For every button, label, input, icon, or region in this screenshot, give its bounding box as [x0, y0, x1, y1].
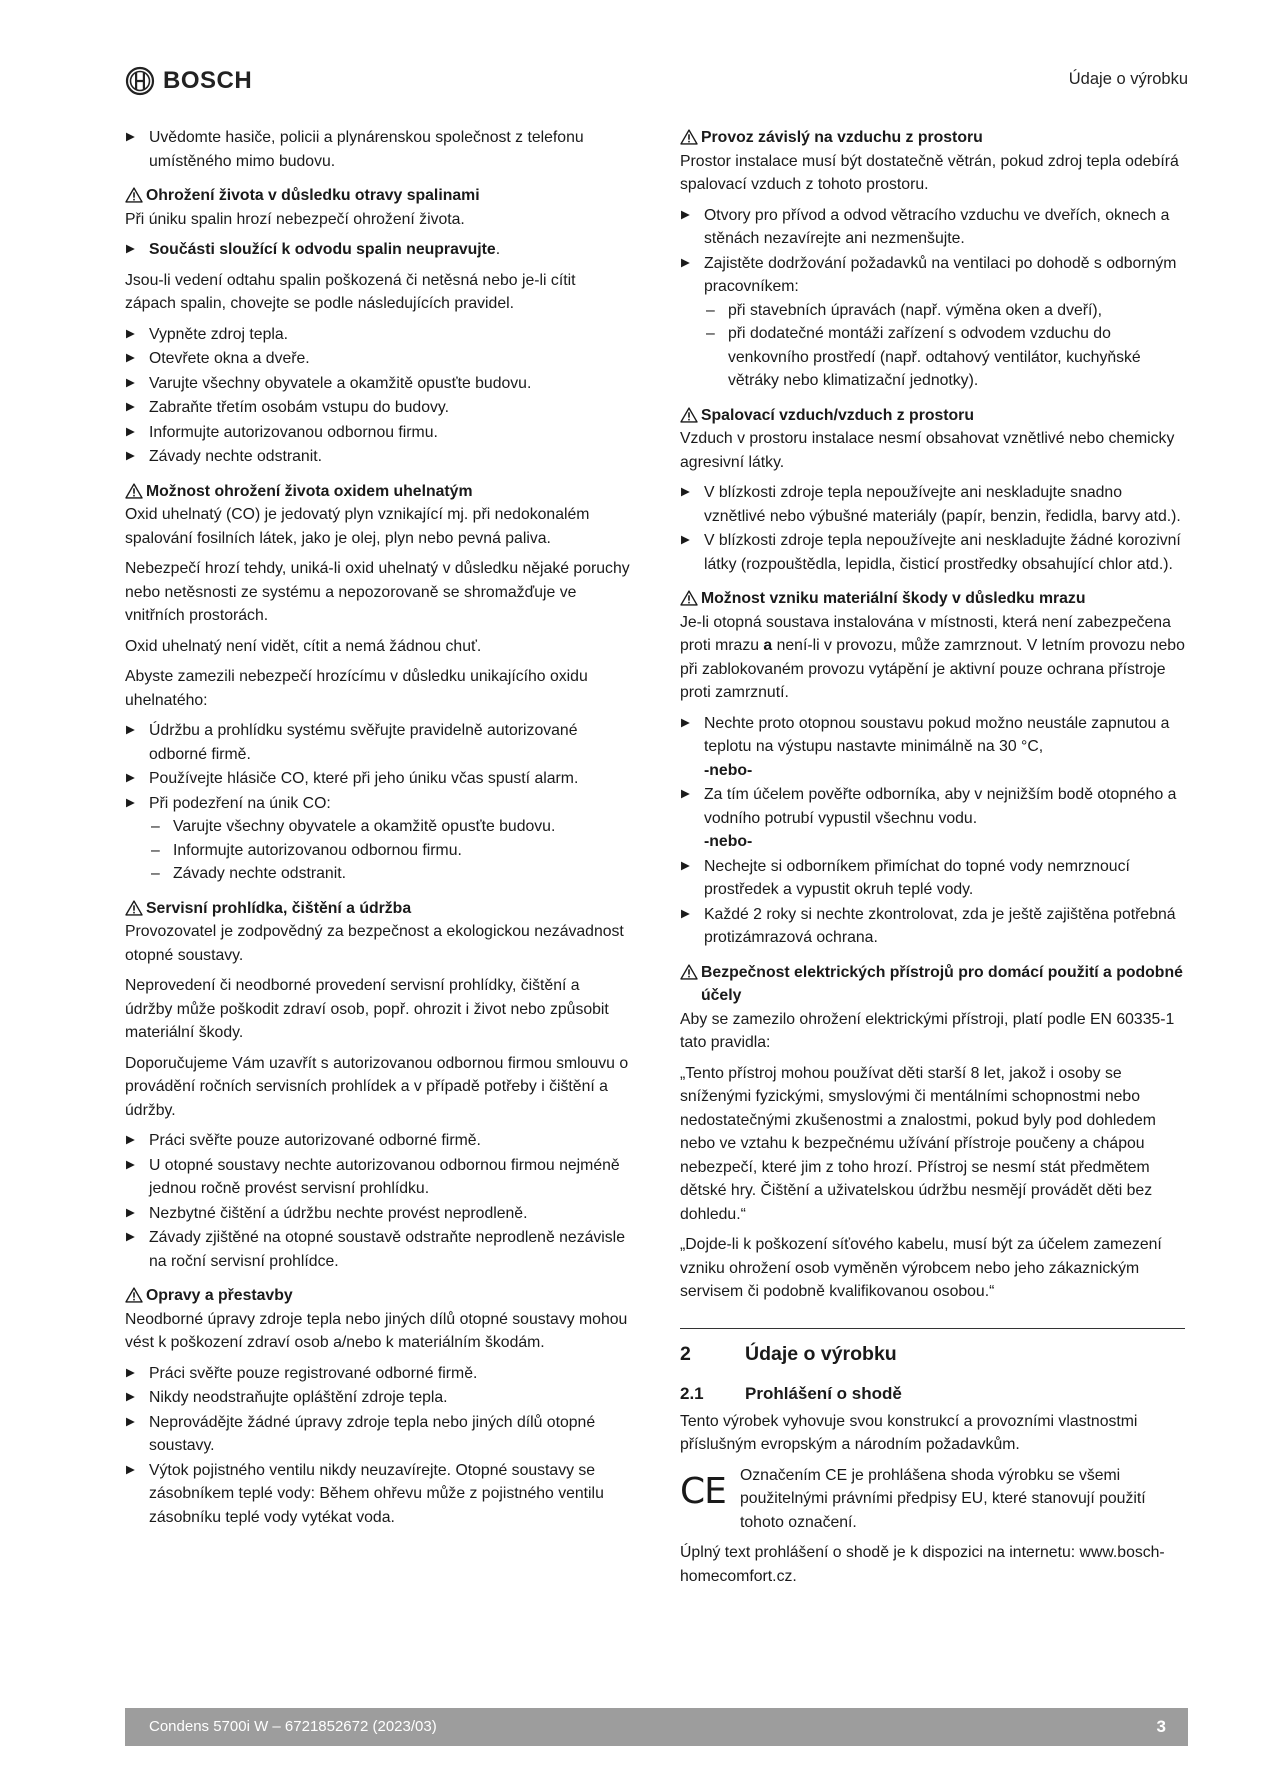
list-item: ▶ V blízkosti zdroje tepla nepoužívejte ani neskladujte žádné korozivní látky (rozpouštědla, lepidla, čisticí prostředky obsahující chlor atd.).: [680, 529, 1185, 576]
list-item: ▶ Neprovádějte žádné úpravy zdroje tepla nebo jiných dílů otopné soustavy.: [125, 1411, 630, 1458]
list-item: ▶ Zajistěte dodržování požadavků na ventilaci po dohodě s odborným pracovníkem: – při stavebních úpravách (např. výměna oken a dveří), – při dodatečné montáži zařízení s odvodem vzduchu do venkovního prostředí (např. odtahový ventilátor, kuchyňské větráky nebo klimatizační jednotky).: [680, 252, 1185, 393]
sub-list: [704, 299, 1185, 393]
action-list: [125, 323, 630, 469]
list-item: ▶ Nikdy neodstraňujte opláštění zdroje tepla.: [125, 1386, 630, 1410]
ce-text: Označením CE je prohlášena shoda výrobku se všemi použitelnými právními předpisy EU, které stanovují použití tohoto označení.: [740, 1466, 1146, 1531]
warning-heading: Spalovací vzduch/vzduch z prostoru: [680, 404, 1185, 428]
paragraph: Jsou-li vedení odtahu spalin poškozená či netěsná nebo je-li cítit zápach spalin, chovejte se podle následujících pravidel.: [125, 271, 576, 312]
list-item: ▶ Nechte proto otopnou soustavu pokud možno neustále zapnutou a teplotu na výstupu nastavte minimálně na 30 °C, -nebo-: [680, 712, 1185, 783]
page-header: [125, 62, 1188, 102]
list-item: ▶ Závady nechte odstranit.: [125, 445, 630, 469]
paragraph: Je-li otopná soustava instalována v místnosti, která není zabezpečena proti mrazu a není-li v provozu, může zamrznout. V letním provozu nebo při zablokovaném provozu vytápění je aktivní pouze ochrana přístroje proti zamrznutí.: [680, 613, 1185, 701]
or-separator: -nebo-: [704, 761, 753, 779]
list-item: ▶ Varujte všechny obyvatele a okamžitě opusťte budovu.: [125, 372, 630, 396]
list-item: ▶ Za tím účelem pověřte odborníka, aby v nejnižším bodě otopného a vodního potrubí vypustil všechnu vodu. -nebo-: [680, 783, 1185, 854]
action-list: [125, 238, 630, 262]
sub-list-item: – při stavebních úpravách (např. výměna oken a dveří),: [704, 299, 1185, 323]
warning-icon: [680, 407, 698, 423]
running-section-title: Údaje o výrobku: [1068, 70, 1188, 88]
warning-icon: [125, 900, 143, 916]
paragraph: „Dojde-li k poškození síťového kabelu, musí být za účelem zamezení vzniku ohrožení osob vyměněn výrobcem nebo jeho zákaznickým servisem či podobně kvalifikovanou osobou.“: [680, 1236, 1162, 1300]
brand-name: BOSCH: [163, 67, 253, 94]
paragraph: Neodborné úpravy zdroje tepla nebo jiných dílů otopné soustavy mohou vést k poškození zdraví osob a/nebo k materiálním škodám.: [125, 1310, 628, 1351]
list-item: ▶ Nechejte si odborníkem přimíchat do topné vody nemrznoucí prostředek a vypustit okruh teplé vody.: [680, 855, 1185, 902]
paragraph: Aby se zamezilo ohrožení elektrickými přístroji, platí podle EN 60335-1 tato pravidla:: [680, 1010, 1175, 1051]
document-id: Condens 5700i W – 6721852672 (2023/03): [149, 1718, 437, 1735]
sub-list-item: – při dodatečné montáži zařízení s odvodem vzduchu do venkovního prostředí (např. odtahový ventilátor, kuchyňské větráky nebo klimatizační jednotky).: [704, 322, 1185, 393]
action-list: [680, 712, 1185, 950]
paragraph: Oxid uhelnatý (CO) je jedovatý plyn vznikající mj. při nedokonalém spalování fosilních látek, jako je olej, plyn nebo pevná paliva.: [125, 506, 590, 547]
list-item: ▶ Při podezření na únik CO: – Varujte všechny obyvatele a okamžitě opusťte budovu. – Informujte autorizovanou odbornou firmu. – Závady nechte odstranit.: [125, 792, 630, 886]
paragraph: Úplný text prohlášení o shodě je k dispozici na internetu: www.bosch-homecomfort.cz.: [680, 1544, 1165, 1585]
paragraph: Doporučujeme Vám uzavřít s autorizovanou odbornou firmou smlouvu o provádění ročních servisních prohlídek a v případě potřeby i čištění a údržby.: [125, 1054, 629, 1119]
list-item: ▶ Informujte autorizovanou odbornou firmu.: [125, 421, 630, 445]
paragraph: Oxid uhelnatý není vidět, cítit a nemá žádnou chuť.: [125, 637, 482, 655]
paragraph: Neprovedení či neodborné provedení servisní prohlídky, čištění a údržby může poškodit zdraví osob, popř. ohrozit i život nebo způsobit materiální škody.: [125, 977, 609, 1041]
action-list: [680, 481, 1185, 576]
chapter-heading: 2 Údaje o výrobku: [680, 1342, 897, 1365]
list-item: ▶ Výtok pojistného ventilu nikdy neuzavírejte. Otopné soustavy se zásobníkem teplé vody: Během ohřevu může z pojistného ventilu zásobníku teplé vody vytékat voda.: [125, 1459, 630, 1530]
warning-icon: [125, 1287, 143, 1303]
list-item: ▶ Vypněte zdroj tepla.: [125, 323, 630, 347]
list-item: ▶ U otopné soustavy nechte autorizovanou odbornou firmou nejméně jednou ročně provést servisní prohlídku.: [125, 1154, 630, 1201]
warning-heading: Bezpečnost elektrických přístrojů pro domácí použití a podobné účely: [680, 961, 1185, 1008]
action-list: [125, 1362, 630, 1530]
section-heading: 2.1 Prohlášení o shodě: [680, 1384, 902, 1403]
warning-heading: Možnost vzniku materiální škody v důsledku mrazu: [680, 587, 1185, 611]
list-item: ▶ Závady zjištěné na otopné soustavě odstraňte neprodleně nezávisle na roční servisní prohlídce.: [125, 1226, 630, 1273]
chapter-divider: [680, 1328, 1185, 1329]
sub-list-item: – Závady nechte odstranit.: [149, 862, 630, 886]
sub-list-item: – Informujte autorizovanou odbornou firmu.: [149, 839, 630, 863]
list-item: ▶ Otvory pro přívod a odvod větracího vzduchu ve dveřích, oknech a stěnách nezavírejte ani nezmenšujte.: [680, 204, 1185, 251]
list-item: ▶ Nezbytné čištění a údržbu nechte provést neprodleně.: [125, 1202, 630, 1226]
list-item: ▶ V blízkosti zdroje tepla nepoužívejte ani neskladujte snadno vznětlivé nebo výbušné materiály (papír, benzin, ředidla, barvy atd.).: [680, 481, 1185, 528]
paragraph: „Tento přístroj mohou používat děti starší 8 let, jakož i osoby se sníženými fyzickými, smyslovými či mentálními schopnostmi nebo nedostatečnými zkušenostmi a znalostmi, pokud byly pod dohledem nebo ve vztahu k bezpečnému užívání přístroje poučeny a chápou nebezpečí, které jim z toho hrozí. Přístroj se nesmí stát předmětem dětské hry. Čištění a uživatelskou údržbu nesmějí provádět děti bez dohledu.“: [680, 1064, 1156, 1223]
list-item: ▶ Zabraňte třetím osobám vstupu do budovy.: [125, 396, 630, 420]
warning-heading: Servisní prohlídka, čištění a údržba: [125, 897, 630, 921]
list-item: ▶ Používejte hlásiče CO, které při jeho úniku včas spustí alarm.: [125, 767, 630, 791]
or-separator: -nebo-: [704, 833, 753, 850]
list-item: ▶ Otevřete okna a dveře.: [125, 347, 630, 371]
warning-icon: [125, 187, 143, 203]
list-item: ▶ Údržbu a prohlídku systému svěřujte pravidelně autorizované odborné firmě.: [125, 719, 630, 766]
list-item: ▶ Uvědomte hasiče, policii a plynárenskou společnost z telefonu umístěného mimo budovu.: [125, 126, 630, 173]
action-list: [125, 1129, 630, 1273]
right-column: [680, 126, 1185, 1595]
page-number: 3: [1156, 1717, 1166, 1736]
list-item: ▶ Práci svěřte pouze autorizované odborné firmě.: [125, 1129, 630, 1153]
paragraph: Při úniku spalin hrozí nebezpečí ohrožení života.: [125, 210, 465, 228]
list-item: ▶ Práci svěřte pouze registrované odborné firmě.: [125, 1362, 630, 1386]
warning-icon: [125, 483, 143, 499]
page-footer: [125, 1708, 1188, 1746]
sub-list: [149, 815, 630, 886]
action-list: [125, 126, 630, 173]
bosch-armature-icon: [125, 66, 155, 96]
paragraph: Provozovatel je zodpovědný za bezpečnost a ekologickou nezávadnost otopné soustavy.: [125, 923, 624, 964]
warning-heading: Možnost ohrožení života oxidem uhelnatým: [125, 480, 630, 504]
action-list: [680, 204, 1185, 393]
sub-list-item: – Varujte všechny obyvatele a okamžitě opusťte budovu.: [149, 815, 630, 839]
warning-icon: [680, 129, 698, 145]
paragraph: Nebezpečí hrozí tehdy, uniká-li oxid uhelnatý v důsledku nějaké poruchy nebo netěsnosti ze systému a nepozorovaně se shromažďuje ve vnitřních prostorách.: [125, 560, 630, 624]
warning-heading: Opravy a přestavby: [125, 1284, 630, 1308]
warning-icon: [680, 964, 698, 980]
left-column: [125, 126, 630, 1536]
list-item: ▶ Každé 2 roky si nechte zkontrolovat, zda je ještě zajištěna potřebná protizámrazová ochrana.: [680, 903, 1185, 950]
action-list: [125, 719, 630, 886]
paragraph: Abyste zamezili nebezpečí hrozícímu v důsledku unikajícího oxidu uhelnatého:: [125, 668, 588, 709]
paragraph: Tento výrobek vyhovuje svou konstrukcí a provozními vlastnostmi příslušným evropským a národním požadavkům.: [680, 1412, 1138, 1453]
ce-mark-icon: CE: [680, 1470, 726, 1512]
list-item: ▶ Součásti sloužící k odvodu spalin neupravujte.: [125, 238, 630, 262]
paragraph: Vzduch v prostoru instalace nesmí obsahovat vznětlivé nebo chemicky agresivní látky.: [680, 430, 1175, 471]
warning-heading: Provoz závislý na vzduchu z prostoru: [680, 126, 1185, 150]
bosch-logo: [125, 66, 252, 96]
paragraph: Prostor instalace musí být dostatečně větrán, pokud zdroj tepla odebírá spalovací vzduch z tohoto prostoru.: [680, 152, 1179, 193]
ce-declaration: [680, 1464, 1185, 1535]
warning-heading: Ohrožení života v důsledku otravy spalinami: [125, 184, 630, 208]
warning-icon: [680, 590, 698, 606]
